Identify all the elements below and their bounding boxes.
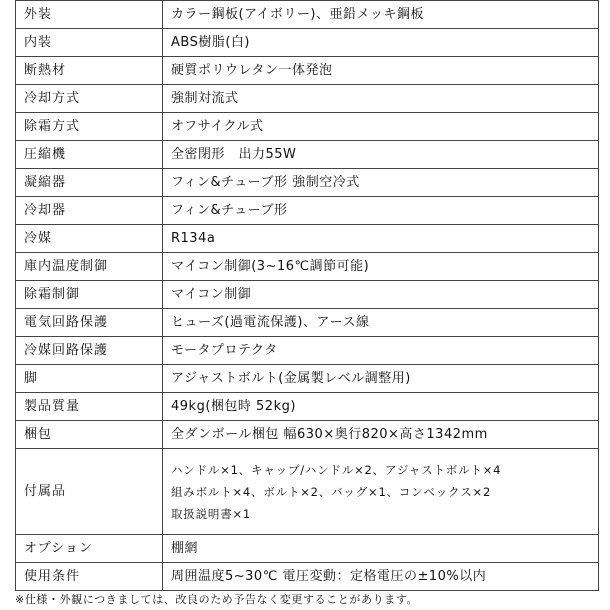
spec-value: フィン&チューブ形 強制空冷式 xyxy=(163,169,599,197)
spec-label: 梱包 xyxy=(16,421,163,449)
spec-value: 49kg(梱包時 52kg) xyxy=(163,393,599,421)
spec-label: 冷却器 xyxy=(16,197,163,225)
spec-row xyxy=(16,449,599,535)
spec-value: モータプロテクタ xyxy=(163,337,599,365)
spec-row xyxy=(16,29,599,57)
spec-value: オフサイクル式 xyxy=(163,113,599,141)
spec-row xyxy=(16,169,599,197)
spec-value xyxy=(163,449,599,535)
spec-value: 全密閉形 出力55W xyxy=(163,141,599,169)
spec-label: 付属品 xyxy=(16,449,163,535)
spec-label: 凝縮器 xyxy=(16,169,163,197)
spec-row xyxy=(16,113,599,141)
spec-label: 内装 xyxy=(16,29,163,57)
spec-value: マイコン制御 xyxy=(163,281,599,309)
spec-row xyxy=(16,393,599,421)
spec-row xyxy=(16,57,599,85)
spec-value: 硬質ポリウレタン一体発泡 xyxy=(163,57,599,85)
spec-row xyxy=(16,309,599,337)
spec-row xyxy=(16,365,599,393)
spec-label: 冷媒 xyxy=(16,225,163,253)
spec-row xyxy=(16,1,599,29)
spec-row xyxy=(16,225,599,253)
spec-label: 外装 xyxy=(16,1,163,29)
spec-value: フィン&チューブ形 xyxy=(163,197,599,225)
spec-label: 使用条件 xyxy=(16,563,163,591)
spec-label: 断熱材 xyxy=(16,57,163,85)
spec-table-body xyxy=(16,1,599,591)
spec-row xyxy=(16,535,599,563)
spec-row xyxy=(16,85,599,113)
accessory-line: ハンドル×1、キャップ/ハンドル×2、アジャストボルト×4 xyxy=(171,462,502,477)
spec-value: R134a xyxy=(163,225,599,253)
spec-row xyxy=(16,197,599,225)
footnote: ※仕様・外観につきましては、改良のため予告なく変更することがあります。 xyxy=(15,593,419,606)
spec-value: アジャストボルト(金属製レベル調整用) xyxy=(163,365,599,393)
spec-label: 除霜方式 xyxy=(16,113,163,141)
accessory-line: 取扱説明書×1 xyxy=(171,506,252,521)
spec-value: マイコン制御(3~16℃調節可能) xyxy=(163,253,599,281)
spec-value: ABS樹脂(白) xyxy=(163,29,599,57)
spec-value: 周囲温度5~30℃ 電圧変動：定格電圧の±10%以内 xyxy=(163,563,599,591)
spec-label: 冷媒回路保護 xyxy=(16,337,163,365)
accessory-line: 組みボルト×4、ボルト×2、バッグ×1、コンベックス×2 xyxy=(171,484,492,499)
spec-row xyxy=(16,141,599,169)
spec-table xyxy=(15,0,599,591)
spec-value: 強制対流式 xyxy=(163,85,599,113)
spec-label: 電気回路保護 xyxy=(16,309,163,337)
spec-row xyxy=(16,337,599,365)
spec-value: カラー鋼板(アイボリー)、亜鉛メッキ鋼板 xyxy=(163,1,599,29)
spec-label: 庫内温度制御 xyxy=(16,253,163,281)
spec-row xyxy=(16,421,599,449)
spec-row xyxy=(16,281,599,309)
spec-label: オプション xyxy=(16,535,163,563)
spec-label: 脚 xyxy=(16,365,163,393)
spec-value: 全ダンボール梱包 幅630×奥行820×高さ1342mm xyxy=(163,421,599,449)
spec-label: 圧縮機 xyxy=(16,141,163,169)
spec-value: 棚網 xyxy=(163,535,599,563)
spec-label: 除霜制御 xyxy=(16,281,163,309)
spec-row xyxy=(16,253,599,281)
spec-label: 冷却方式 xyxy=(16,85,163,113)
spec-value: ヒューズ(過電流保護)、アース線 xyxy=(163,309,599,337)
spec-row xyxy=(16,563,599,591)
spec-label: 製品質量 xyxy=(16,393,163,421)
